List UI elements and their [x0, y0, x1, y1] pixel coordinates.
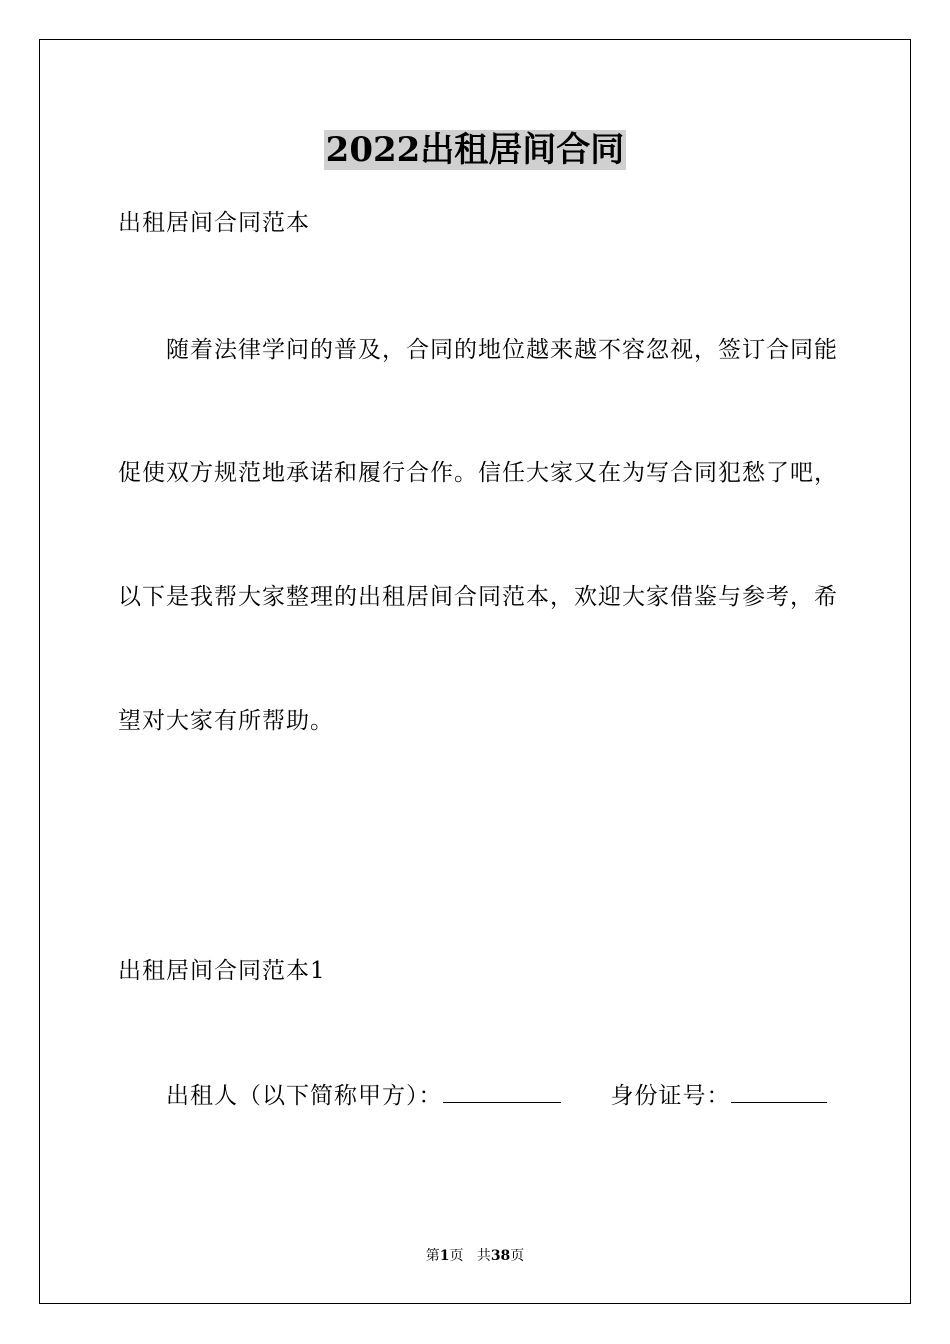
footer-total-suffix: 页	[510, 1248, 525, 1264]
footer-page-number: 1	[439, 1248, 450, 1264]
section-heading: 出租居间合同范本1	[118, 958, 326, 984]
intro-line-4: 望对大家有所帮助。	[118, 708, 334, 734]
footer-page-suffix: 页	[449, 1248, 464, 1264]
intro-line-1: 随着法律学问的普及，合同的地位越来越不容忽视，签订合同能	[166, 337, 838, 363]
page-footer	[0, 1246, 950, 1266]
document-subtitle: 出租居间合同范本	[118, 210, 310, 236]
id-number-blank[interactable]	[731, 1080, 827, 1103]
lessor-label: 出租人（以下简称甲方）：	[166, 1083, 443, 1109]
intro-line-3: 以下是我帮大家整理的出租居间合同范本，欢迎大家借鉴与参考，希	[118, 584, 838, 610]
document-title-text: 2022出租居间合同	[325, 130, 625, 170]
footer-page-prefix: 第	[425, 1248, 440, 1264]
id-label: 身份证号：	[610, 1083, 731, 1109]
footer-total-prefix: 共	[476, 1248, 491, 1264]
footer-total-pages: 38	[490, 1248, 511, 1264]
document-title	[0, 128, 950, 172]
lessor-line	[166, 1080, 827, 1111]
intro-line-2: 促使双方规范地承诺和履行合作。信任大家又在为写合同犯愁了吧，	[118, 460, 838, 486]
lessor-name-blank[interactable]	[443, 1080, 561, 1103]
